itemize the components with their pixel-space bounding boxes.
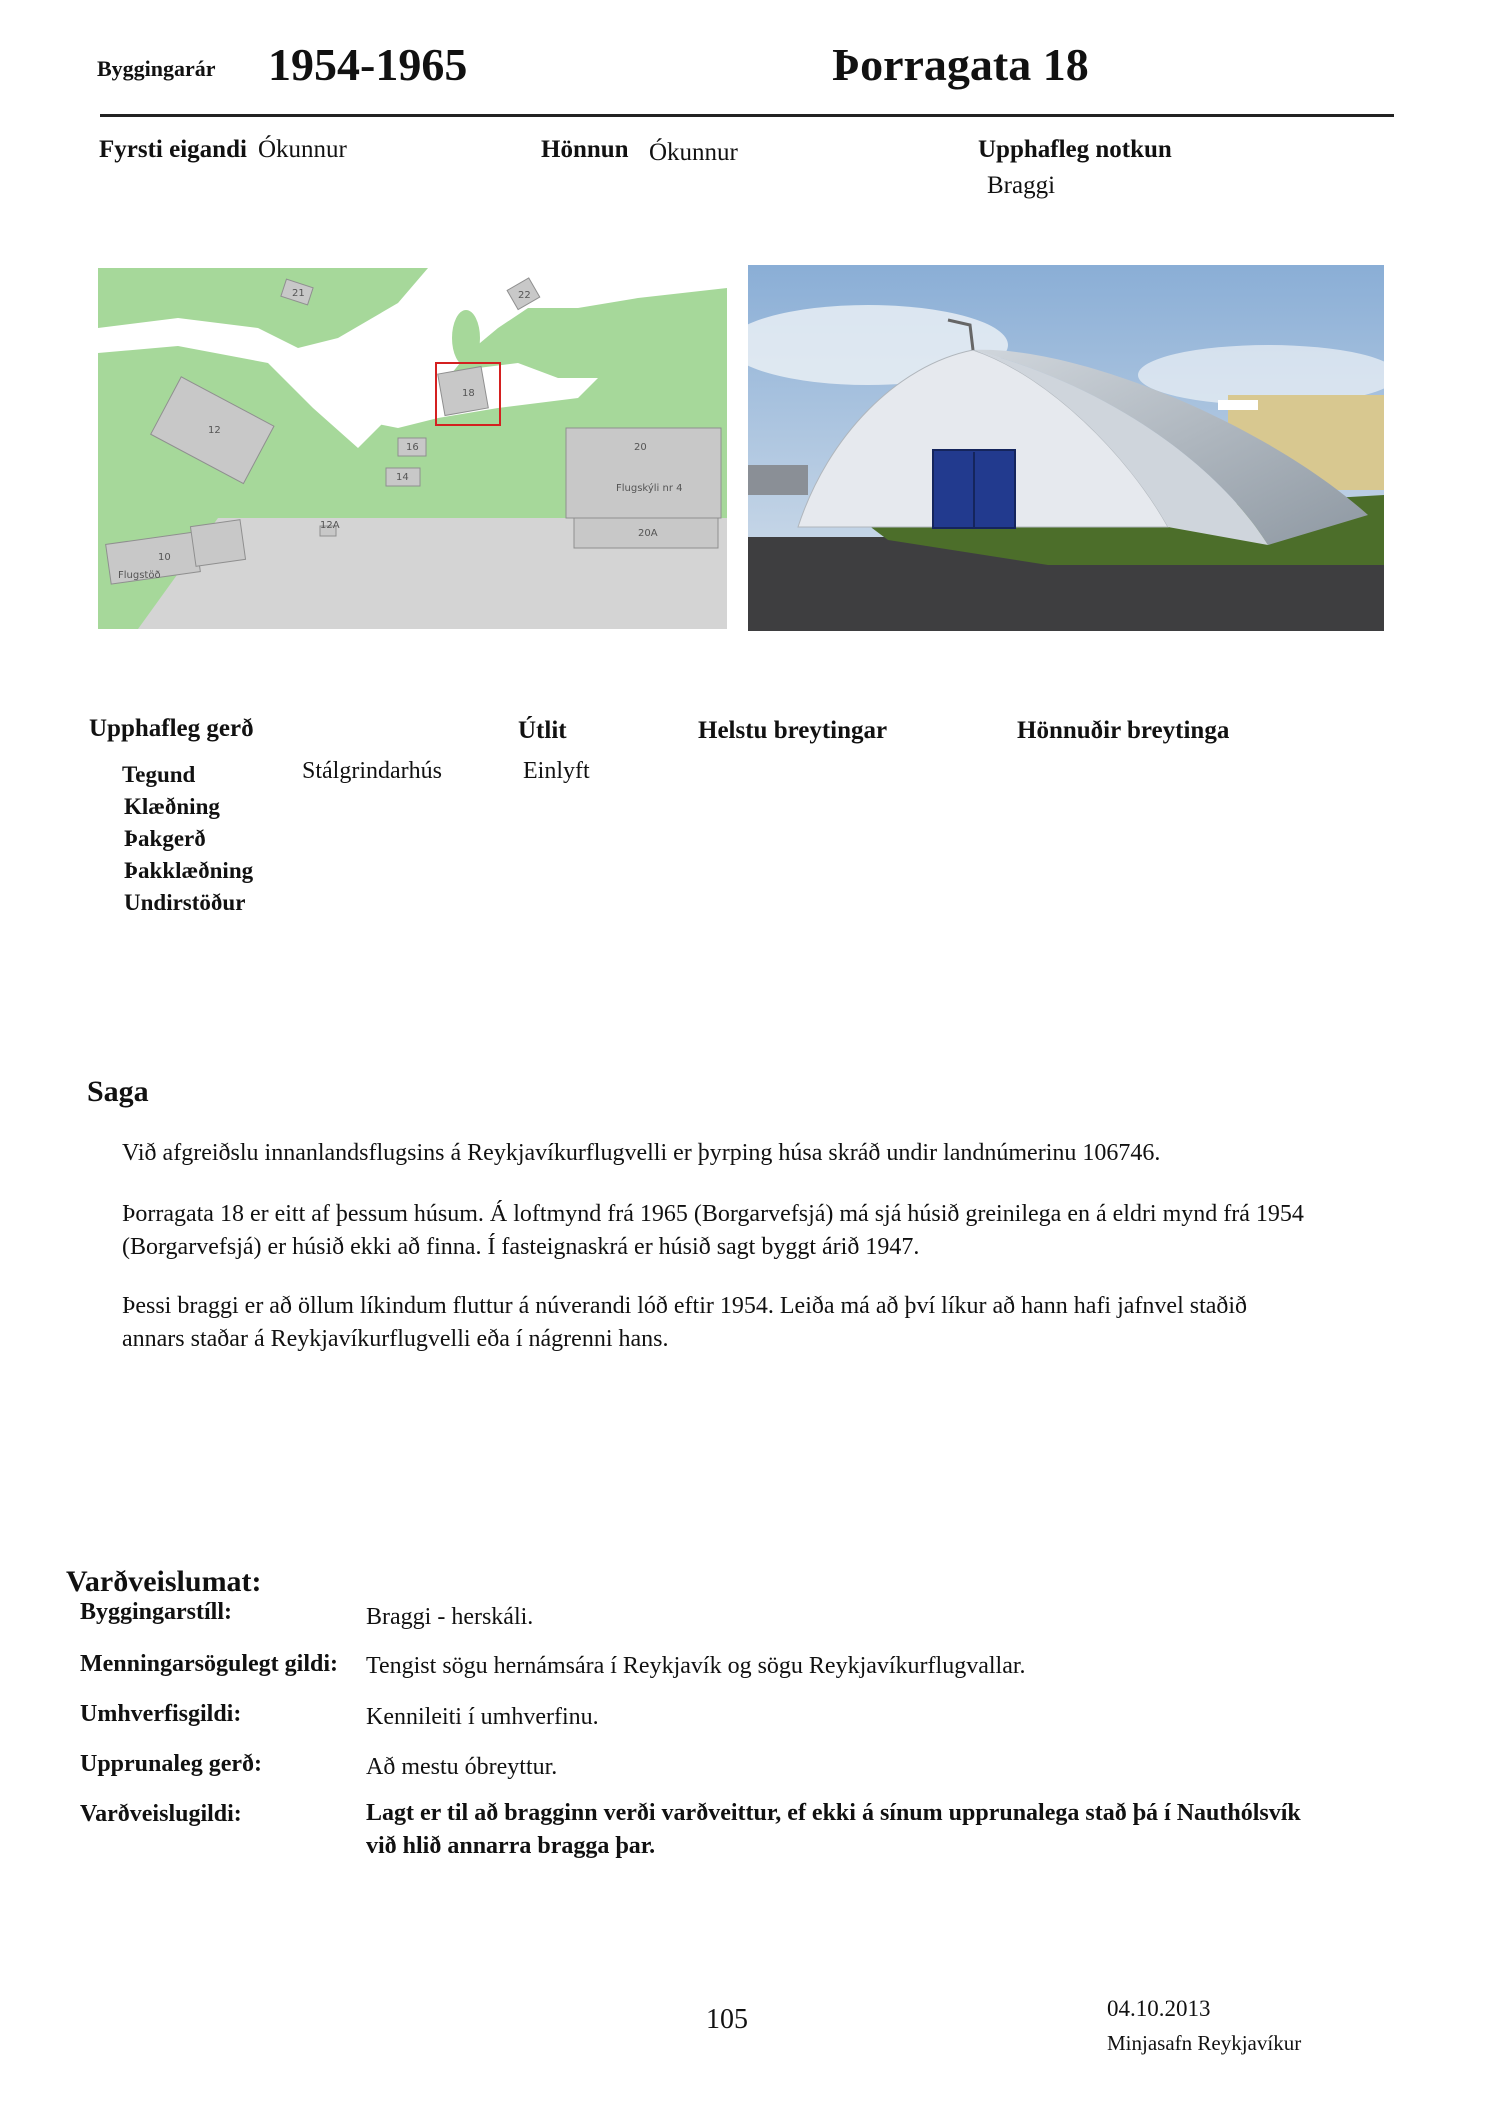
preservation-title: Varðveislumat:	[66, 1565, 262, 1598]
use-label: Upphafleg notkun	[978, 136, 1172, 163]
saga-paragraph-2	[122, 1198, 1382, 1264]
type-value: Stálgrindarhús	[302, 758, 442, 784]
saga-line: Þessi braggi er að öllum líkindum fluttur á núverandi lóð eftir 1954. Leiða má að því líkur að hann hafi jafnvel staðið	[122, 1293, 1248, 1319]
design-label: Hönnun	[541, 136, 629, 163]
building-photo-svg	[748, 265, 1384, 631]
pres-label-style: Byggingarstíll:	[80, 1599, 233, 1625]
header-rule	[100, 114, 1394, 117]
photo-bg-cars	[748, 465, 808, 495]
original-title: Upphafleg gerð	[89, 715, 254, 742]
row-tegund: Tegund	[122, 762, 196, 787]
map-label-20: 20	[634, 442, 647, 453]
owner-label: Fyrsti eigandi	[99, 136, 247, 163]
changes-title: Helstu breytingar	[698, 717, 888, 744]
map-label-flugskyli: Flugskýli nr 4	[616, 483, 683, 494]
site-map	[98, 268, 727, 629]
building-10-annex	[190, 520, 245, 567]
row-thakklaedning: Þakklæðning	[124, 858, 254, 883]
building-photo	[748, 265, 1384, 631]
use-value: Braggi	[987, 172, 1056, 199]
map-label-14: 14	[396, 472, 409, 483]
page-number: 105	[706, 2004, 748, 2035]
pres-label-original: Upprunaleg gerð:	[80, 1751, 262, 1777]
owner-value: Ókunnur	[258, 136, 347, 163]
footer-org: Minjasafn Reykjavíkur	[1107, 2031, 1302, 2055]
pres-value-original: Að mestu óbreyttur.	[366, 1754, 558, 1780]
pres-value-style: Braggi - herskáli.	[366, 1604, 534, 1630]
row-undirstodur: Undirstöður	[124, 890, 246, 915]
pres-label-value: Varðveislugildi:	[80, 1801, 242, 1827]
saga-line: Þorragata 18 er eitt af þessum húsum. Á loftmynd frá 1965 (Borgarvefsjá) má sjá húsið greinilega en á eldri mynd frá 1954	[122, 1201, 1304, 1227]
saga-line: Við afgreiðslu innanlandsflugsins á Reykjavíkurflugvelli er þyrping húsa skráð undir landnúmerinu 106746.	[122, 1140, 1161, 1166]
row-klaedning: Klæðning	[124, 794, 220, 819]
saga-line: (Borgarvefsjá) er húsið ekki að finna. Í fasteignaskrá er húsið sagt byggt árið 1947.	[122, 1234, 920, 1260]
map-label-18: 18	[462, 388, 475, 399]
pres-label-environment: Umhverfisgildi:	[80, 1701, 242, 1727]
designers-title: Hönnuðir breytinga	[1017, 717, 1230, 744]
map-label-20a: 20A	[638, 528, 658, 539]
site-map-svg	[98, 268, 727, 629]
build-years: 1954-1965	[268, 39, 468, 90]
map-label-10: 10	[158, 552, 171, 563]
saga-paragraph-3	[122, 1290, 1382, 1356]
map-label-22: 22	[518, 290, 531, 301]
appearance-title: Útlit	[518, 717, 567, 744]
photo-bg-building-roof	[1218, 400, 1258, 410]
appearance-value: Einlyft	[523, 758, 590, 784]
pres-value-cultural: Tengist sögu hernámsára í Reykjavík og sögu Reykjavíkurflugvallar.	[366, 1653, 1026, 1679]
pres-value-value	[366, 1797, 1396, 1863]
year-label: Byggingarár	[97, 56, 216, 81]
footer-date: 04.10.2013	[1107, 1996, 1211, 2021]
saga-paragraph-1	[122, 1137, 1382, 1170]
map-label-12: 12	[208, 425, 221, 436]
map-island	[452, 310, 480, 366]
pres-value-environment: Kennileiti í umhverfinu.	[366, 1704, 599, 1730]
page-title: Þorragata 18	[832, 39, 1089, 90]
map-label-12a: 12A	[320, 520, 340, 531]
pres-label-cultural: Menningarsögulegt gildi:	[80, 1651, 339, 1677]
saga-title: Saga	[87, 1075, 149, 1108]
map-label-21: 21	[292, 288, 305, 299]
pres-value-line: við hlið annarra bragga þar.	[366, 1833, 656, 1859]
map-label-16: 16	[406, 442, 419, 453]
map-label-flugstod: Flugstöð	[118, 570, 161, 581]
saga-line: annars staðar á Reykjavíkurflugvelli eða í nágrenni hans.	[122, 1326, 669, 1352]
design-value: Ókunnur	[649, 139, 738, 166]
pres-value-line: Lagt er til að bragginn verði varðveittur, ef ekki á sínum upprunalega stað þá í Nauthólsvík	[366, 1800, 1301, 1826]
row-thakgerd: Þakgerð	[124, 826, 206, 851]
